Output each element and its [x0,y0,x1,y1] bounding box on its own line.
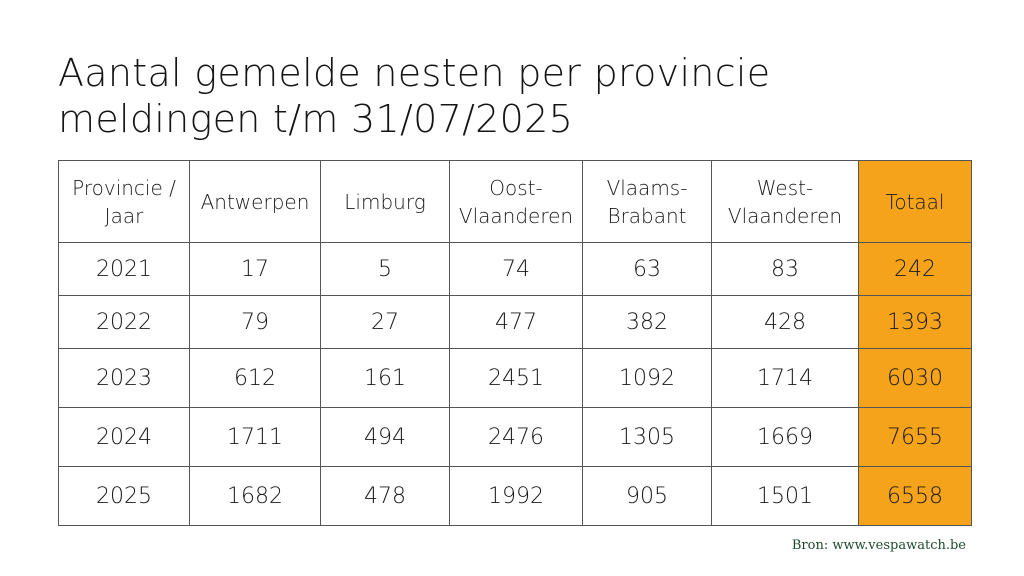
cell-west-vlaanderen: 428 [712,296,859,349]
cell-oost-vlaanderen: 477 [450,296,583,349]
cell-west-vlaanderen: 1714 [712,349,859,408]
cell-antwerpen: 1682 [190,467,321,526]
cell-totaal: 6030 [859,349,972,408]
header-province-year: Provincie / Jaar [59,161,190,243]
cell-antwerpen: 79 [190,296,321,349]
cell-totaal: 242 [859,243,972,296]
cell-vlaams-brabant: 382 [583,296,712,349]
cell-oost-vlaanderen: 74 [450,243,583,296]
page-title [58,50,958,142]
cell-limburg: 5 [321,243,450,296]
table-row [59,467,972,526]
cell-antwerpen: 17 [190,243,321,296]
cell-year: 2023 [59,349,190,408]
cell-limburg: 478 [321,467,450,526]
source-credit: Bron: www.vespawatch.be [791,538,966,553]
cell-totaal: 6558 [859,467,972,526]
cell-antwerpen: 612 [190,349,321,408]
header-vlaams-brabant: Vlaams- Brabant [583,161,712,243]
cell-antwerpen: 1711 [190,408,321,467]
table-row [59,243,972,296]
table-row [59,296,972,349]
cell-oost-vlaanderen: 2476 [450,408,583,467]
table-row [59,408,972,467]
cell-oost-vlaanderen: 1992 [450,467,583,526]
cell-limburg: 161 [321,349,450,408]
header-totaal: Totaal [859,161,972,243]
title-line-2: meldingen t/m 31/07/2025 [58,97,574,141]
cell-year: 2022 [59,296,190,349]
cell-totaal: 1393 [859,296,972,349]
cell-year: 2021 [59,243,190,296]
cell-limburg: 494 [321,408,450,467]
cell-year: 2025 [59,467,190,526]
title-line-1: Aantal gemelde nesten per provincie [58,51,771,95]
header-oost-vlaanderen: Oost- Vlaanderen [450,161,583,243]
header-limburg: Limburg [321,161,450,243]
cell-vlaams-brabant: 1092 [583,349,712,408]
cell-west-vlaanderen: 1669 [712,408,859,467]
cell-west-vlaanderen: 1501 [712,467,859,526]
cell-oost-vlaanderen: 2451 [450,349,583,408]
cell-totaal: 7655 [859,408,972,467]
cell-limburg: 27 [321,296,450,349]
cell-west-vlaanderen: 83 [712,243,859,296]
table-header-row [59,161,972,243]
cell-vlaams-brabant: 63 [583,243,712,296]
table-row [59,349,972,408]
cell-vlaams-brabant: 905 [583,467,712,526]
nests-table [58,160,972,526]
header-west-vlaanderen: West- Vlaanderen [712,161,859,243]
cell-vlaams-brabant: 1305 [583,408,712,467]
cell-year: 2024 [59,408,190,467]
header-antwerpen: Antwerpen [190,161,321,243]
